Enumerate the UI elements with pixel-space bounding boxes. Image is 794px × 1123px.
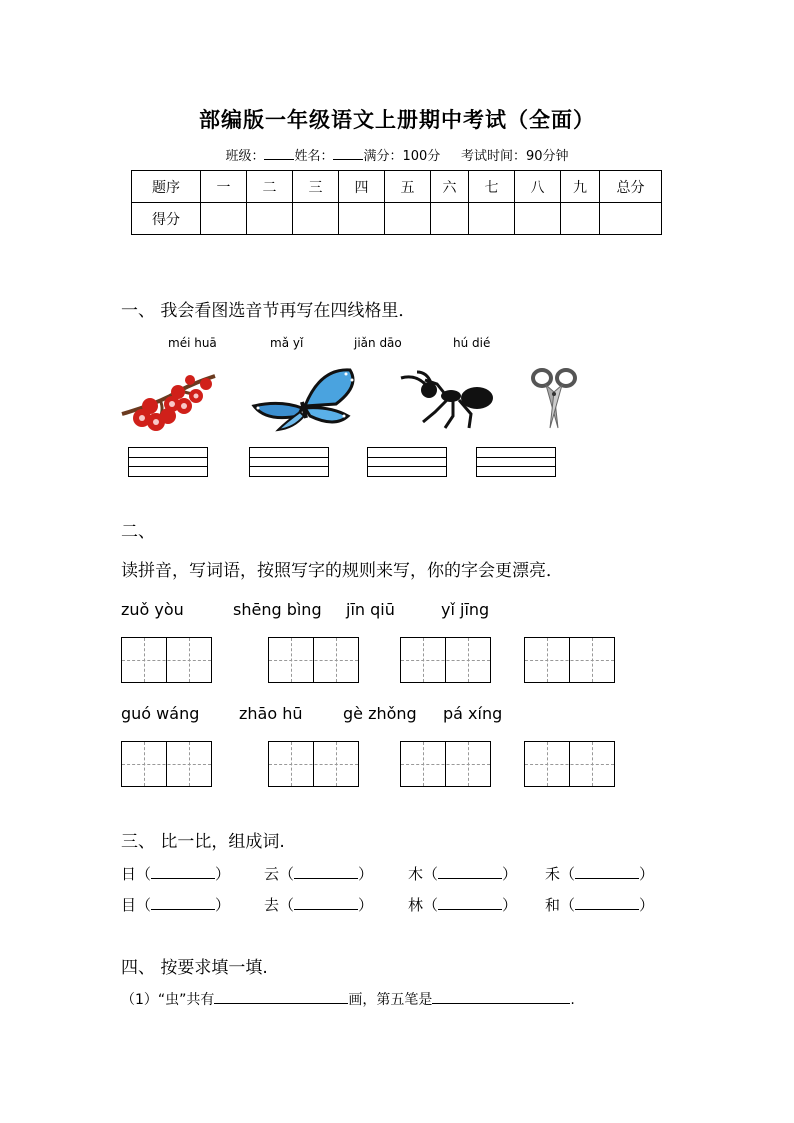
compare-char: 云 (264, 865, 280, 883)
pinyin-word: gè zhǒng (343, 704, 417, 723)
writing-box[interactable] (400, 637, 491, 683)
pinyin-label: jiǎn dāo (354, 336, 402, 350)
score-table-row (132, 203, 662, 235)
score-cell[interactable] (201, 203, 247, 235)
score-header-cell: 九 (561, 171, 600, 203)
score-header-cell: 七 (469, 171, 515, 203)
four-line-grid[interactable] (249, 447, 329, 477)
compare-item: 禾（ ） (545, 865, 655, 883)
compare-char: 木 (408, 865, 424, 883)
compare-char: 林 (408, 896, 424, 914)
score-table (131, 170, 662, 235)
pinyin-word: pá xíng (443, 704, 503, 723)
score-table-header-row (132, 171, 662, 203)
section1-heading: 一、 我会看图选音节再写在四线格里． (121, 301, 416, 321)
q1-fifth-stroke-blank[interactable] (432, 989, 570, 1004)
writing-box[interactable] (268, 637, 359, 683)
score-header-cell: 题序 (132, 171, 201, 203)
score-header-cell: 四 (339, 171, 385, 203)
writing-box[interactable] (121, 637, 212, 683)
compare-item: 林（ ） (408, 896, 518, 914)
compare-item: 去（ ） (264, 896, 374, 914)
section2-instruction: 读拼音，写词语，按照写字的规则来写，你的字会更漂亮． (121, 561, 563, 581)
pinyin-label: hú dié (453, 336, 491, 350)
writing-box[interactable] (268, 741, 359, 787)
score-cell[interactable] (431, 203, 469, 235)
compare-blank[interactable] (575, 864, 639, 879)
compare-char: 去 (264, 896, 280, 914)
compare-char: 目 (121, 896, 137, 914)
compare-item: 和（ ） (545, 896, 655, 914)
q1-end: . (570, 992, 575, 1008)
class-blank[interactable] (264, 147, 294, 160)
score-cell[interactable] (247, 203, 293, 235)
q1-mid: 画，第五笔是 (348, 992, 433, 1008)
compare-char: 和 (545, 896, 561, 914)
score-header-cell: 五 (385, 171, 431, 203)
score-header-cell: 总分 (600, 171, 662, 203)
section3-heading: 三、 比一比，组成词. (121, 832, 285, 852)
exam-time: 考试时间：90分钟 (460, 149, 569, 164)
writing-box[interactable] (524, 741, 615, 787)
compare-item: 日（ ） (121, 865, 231, 883)
score-cell[interactable] (339, 203, 385, 235)
name-label: 姓名： (294, 149, 334, 164)
compare-blank[interactable] (151, 895, 215, 910)
full-score: 满分：100分 (363, 149, 441, 164)
score-cell[interactable] (515, 203, 561, 235)
pinyin-word: guó wáng (121, 704, 200, 723)
compare-blank[interactable] (294, 864, 358, 879)
compare-blank[interactable] (294, 895, 358, 910)
writing-box[interactable] (400, 741, 491, 787)
class-label: 班级： (225, 149, 265, 164)
pinyin-word: shēng bìng (233, 600, 322, 619)
compare-item: 木（ ） (408, 865, 518, 883)
plum-blossom-image (120, 366, 224, 434)
pinyin-label: méi huā (168, 336, 217, 350)
scissors-image (530, 366, 578, 432)
compare-blank[interactable] (438, 864, 502, 879)
score-header-cell: 二 (247, 171, 293, 203)
four-line-grid[interactable] (476, 447, 556, 477)
ant-image (395, 370, 503, 430)
score-cell[interactable] (385, 203, 431, 235)
section2-heading: 二、 (121, 522, 155, 542)
score-cell[interactable] (600, 203, 662, 235)
pinyin-word: zuǒ yòu (121, 600, 184, 619)
score-cell[interactable] (469, 203, 515, 235)
score-header-cell: 三 (293, 171, 339, 203)
page-title: 部编版一年级语文上册期中考试（全面） (199, 108, 595, 132)
four-line-grid[interactable] (128, 447, 208, 477)
section4-question-1 (121, 989, 575, 1009)
exam-info (0, 145, 794, 164)
pinyin-word: zhāo hū (239, 704, 303, 723)
q1-stroke-count-blank[interactable] (214, 989, 348, 1004)
compare-item: 云（ ） (264, 865, 374, 883)
writing-box[interactable] (121, 741, 212, 787)
compare-char: 禾 (545, 865, 561, 883)
pinyin-word: jīn qiū (346, 600, 395, 619)
four-line-grid[interactable] (367, 447, 447, 477)
compare-item: 目（ ） (121, 896, 231, 914)
name-blank[interactable] (333, 147, 363, 160)
compare-char: 日 (121, 865, 137, 883)
score-row-label: 得分 (132, 203, 201, 235)
compare-blank[interactable] (151, 864, 215, 879)
score-header-cell: 一 (201, 171, 247, 203)
pinyin-label: mǎ yǐ (270, 336, 304, 350)
compare-blank[interactable] (575, 895, 639, 910)
butterfly-image (250, 366, 360, 432)
q1-prefix: （1）“虫”共有 (121, 992, 215, 1008)
section4-heading: 四、 按要求填一填. (121, 958, 268, 978)
writing-box[interactable] (524, 637, 615, 683)
score-header-cell: 六 (431, 171, 469, 203)
score-cell[interactable] (293, 203, 339, 235)
score-header-cell: 八 (515, 171, 561, 203)
pinyin-word: yǐ jīng (441, 600, 490, 619)
compare-blank[interactable] (438, 895, 502, 910)
score-cell[interactable] (561, 203, 600, 235)
